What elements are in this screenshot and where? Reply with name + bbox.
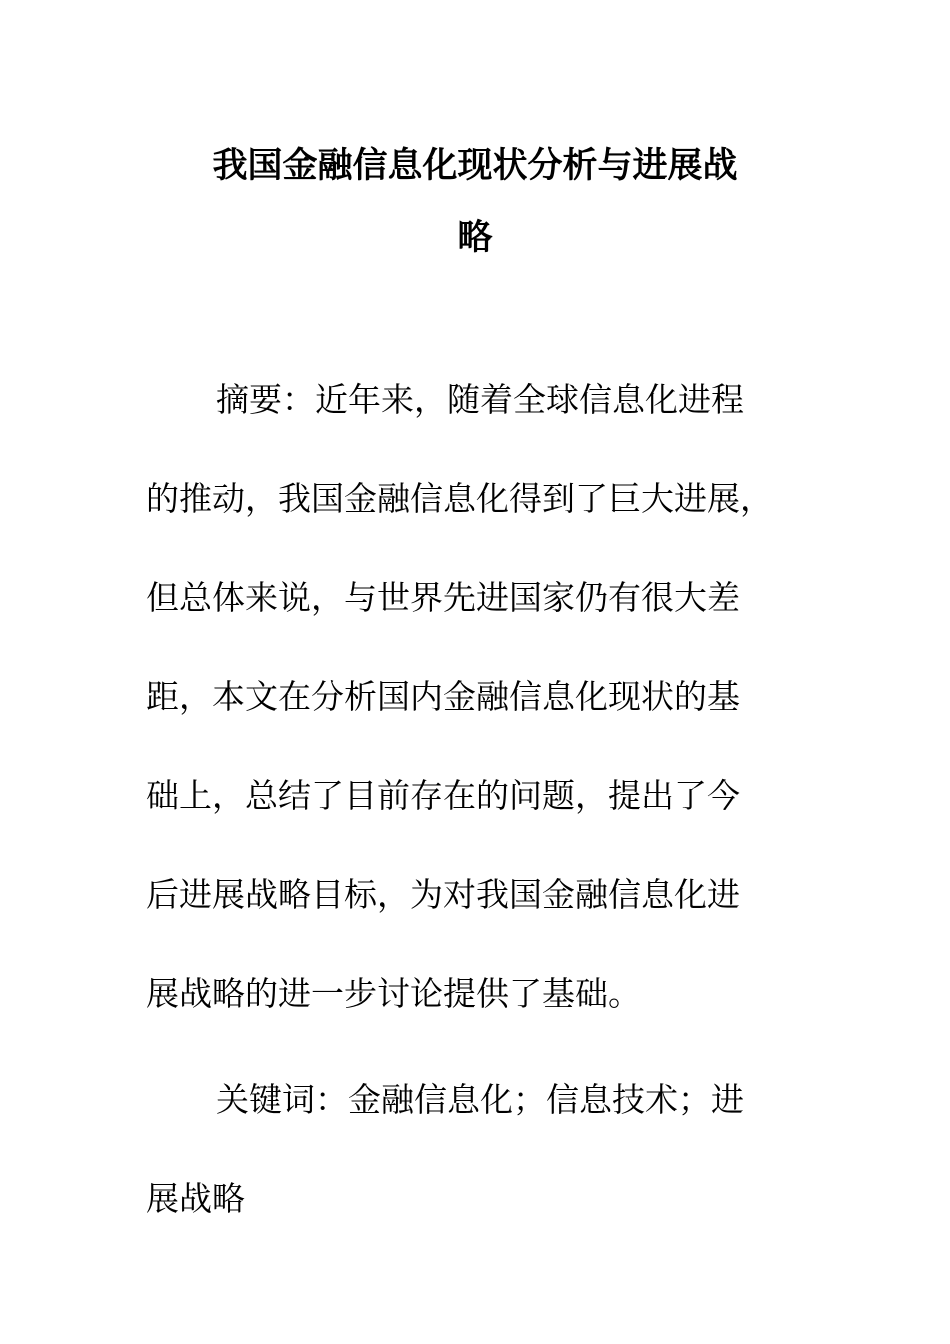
abstract-line-7: 展战略的进一步讨论提供了基础。 [146, 974, 641, 1013]
abstract-line-1: 摘要：近年来，随着全球信息化进程 [216, 380, 744, 419]
title-line-2: 略 [457, 217, 493, 258]
abstract-line-4: 距，本文在分析国内金融信息化现状的基 [146, 677, 740, 716]
abstract-line-5: 础上，总结了目前存在的问题，提出了今 [146, 776, 740, 815]
keywords-line-2: 展战略 [146, 1179, 245, 1218]
abstract-line-2: 的推动，我国金融信息化得到了巨大进展， [146, 479, 773, 518]
keywords-line-1: 关键词：金融信息化；信息技术；进 [216, 1080, 744, 1119]
abstract-line-3: 但总体来说，与世界先进国家仍有很大差 [146, 578, 740, 617]
document-title [150, 130, 800, 274]
abstract-line-6: 后进展战略目标，为对我国金融信息化进 [146, 875, 740, 914]
title-line-1: 我国金融信息化现状分析与进展战 [212, 145, 738, 186]
keywords-paragraph [146, 1050, 806, 1248]
abstract-paragraph [146, 350, 806, 1043]
